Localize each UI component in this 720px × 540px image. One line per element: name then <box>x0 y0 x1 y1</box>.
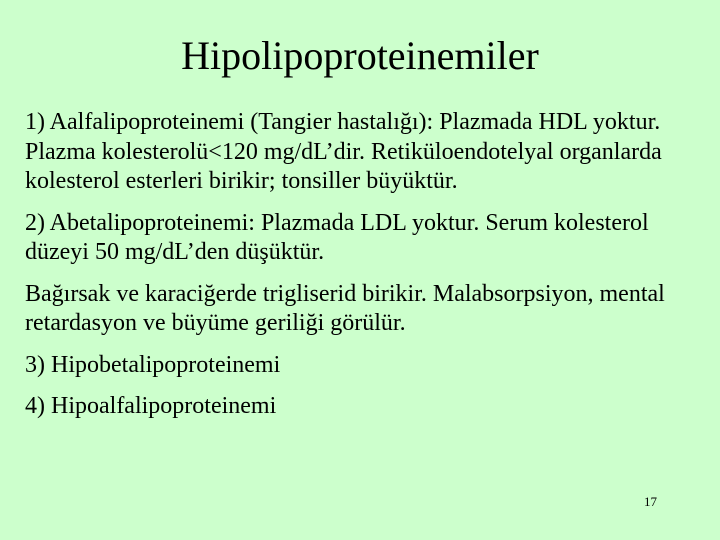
paragraph-hypobetalipoproteinemia: 3) Hipobetalipoproteinemi <box>25 351 281 378</box>
paragraph-hypoalfalipoproteinemia: 4) Hipoalfalipoproteinemi <box>25 393 277 419</box>
paragraph-tangier: 1) Aalfalipoproteinemi (Tangier hastalığı): Plazmada HDL yoktur. Plazma kolesterolü<120 mg/dL’dir. Retiküloendotelyal organlarda kolesterol esterleri birikir; tonsiller büyüktür. <box>25 109 662 194</box>
page-number: 17 <box>644 494 657 509</box>
paragraph-symptoms: Bağırsak ve karaciğerde trigliserid birikir. Malabsorpsiyon, mental retardasyon ve büyüme geriliği görülür. <box>25 280 665 336</box>
paragraph-abetalipoproteinemia: 2) Abetalipoproteinemi: Plazmada LDL yoktur. Serum kolesterol düzeyi 50 mg/dL’den düşüktür. <box>25 209 649 265</box>
slide-body <box>25 108 705 434</box>
slide-title: Hipolipoproteinemiler <box>181 33 539 78</box>
